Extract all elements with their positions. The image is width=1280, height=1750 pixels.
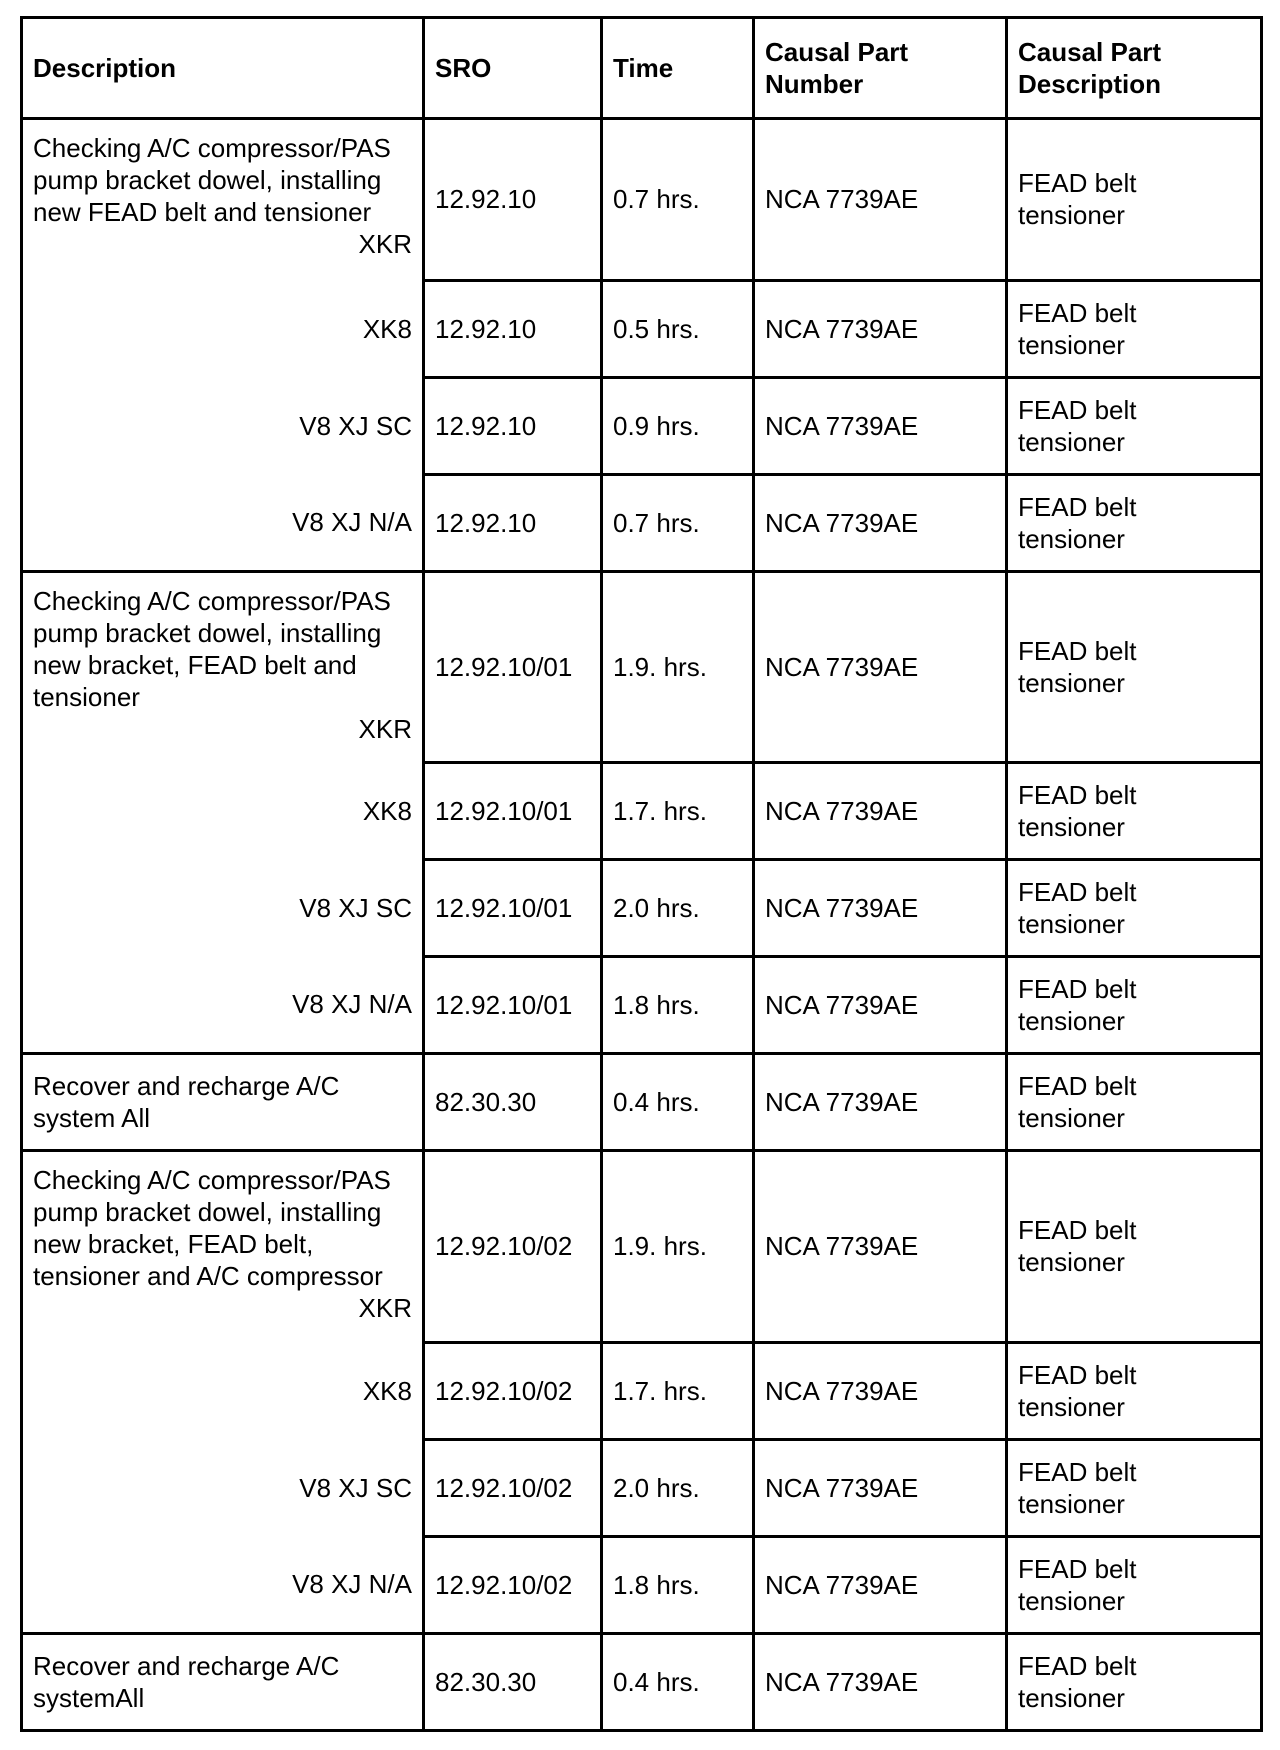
vehicle-label: V8 XJ SC — [22, 377, 424, 474]
part-description-cell: FEAD belt tensioner — [1007, 474, 1262, 571]
part-description-cell: FEAD belt tensioner — [1007, 377, 1262, 474]
time-cell: 2.0 hrs. — [602, 860, 754, 957]
part-description-cell: FEAD belt tensioner — [1007, 860, 1262, 957]
table-header-row — [22, 18, 1262, 119]
part-number-cell: NCA 7739AE — [754, 1151, 1007, 1343]
table-row — [22, 474, 1262, 571]
vehicle-label: XKR — [358, 1293, 412, 1323]
sro-cell: 12.92.10 — [424, 119, 602, 281]
time-cell: 1.7. hrs. — [602, 763, 754, 860]
time-cell: 2.0 hrs. — [602, 1439, 754, 1536]
part-number-cell: NCA 7739AE — [754, 1439, 1007, 1536]
part-description-cell: FEAD belt tensioner — [1007, 1536, 1262, 1633]
sro-cell: 12.92.10 — [424, 280, 602, 377]
description-text: Checking A/C compressor/PAS pump bracket dowel, installing new bracket, FEAD belt, tensioner and A/C compressor — [33, 1165, 391, 1291]
table-row — [22, 763, 1262, 860]
vehicle-label: V8 XJ SC — [22, 860, 424, 957]
description-text: Checking A/C compressor/PAS pump bracket dowel, installing new bracket, FEAD belt and tensioner — [33, 585, 391, 712]
sro-cell: 12.92.10/02 — [424, 1439, 602, 1536]
sro-cell: 12.92.10/02 — [424, 1536, 602, 1633]
part-number-cell: NCA 7739AE — [754, 763, 1007, 860]
header-sro: SRO — [424, 18, 602, 119]
part-description-cell: FEAD belt tensioner — [1007, 763, 1262, 860]
part-number-cell: NCA 7739AE — [754, 1342, 1007, 1439]
table-row — [22, 860, 1262, 957]
time-cell: 1.7. hrs. — [602, 1342, 754, 1439]
time-cell: 0.9 hrs. — [602, 377, 754, 474]
table-row — [22, 571, 1262, 763]
sro-cell: 12.92.10/01 — [424, 957, 602, 1054]
description-text: Checking A/C compressor/PAS pump bracket dowel, installing new FEAD belt and tensioner — [33, 133, 391, 227]
part-description-cell: FEAD belt tensioner — [1007, 1633, 1262, 1730]
time-cell: 1.9. hrs. — [602, 1151, 754, 1343]
part-number-cell: NCA 7739AE — [754, 1536, 1007, 1633]
sro-cell: 12.92.10/02 — [424, 1342, 602, 1439]
part-description-cell: FEAD belt tensioner — [1007, 119, 1262, 281]
header-causal-part-description: Causal Part Description — [1007, 18, 1262, 119]
part-description-cell: FEAD belt tensioner — [1007, 1151, 1262, 1343]
vehicle-label: V8 XJ SC — [22, 1439, 424, 1536]
part-description-cell: FEAD belt tensioner — [1007, 571, 1262, 763]
vehicle-label: V8 XJ N/A — [22, 474, 424, 571]
description-cell: Recover and recharge A/C system All — [22, 1054, 424, 1151]
time-cell: 0.4 hrs. — [602, 1633, 754, 1730]
table-row — [22, 1054, 1262, 1151]
part-number-cell: NCA 7739AE — [754, 860, 1007, 957]
description-cell: Recover and recharge A/C systemAll — [22, 1633, 424, 1730]
document-page — [20, 16, 1260, 1732]
description-cell — [22, 119, 424, 281]
time-cell: 0.7 hrs. — [602, 474, 754, 571]
sro-cell: 82.30.30 — [424, 1633, 602, 1730]
part-description-cell: FEAD belt tensioner — [1007, 957, 1262, 1054]
header-description: Description — [22, 18, 424, 119]
header-time: Time — [602, 18, 754, 119]
time-cell: 0.4 hrs. — [602, 1054, 754, 1151]
header-causal-part-number: Causal Part Number — [754, 18, 1007, 119]
labor-times-table — [20, 16, 1263, 1732]
sro-cell: 12.92.10/01 — [424, 860, 602, 957]
vehicle-label: V8 XJ N/A — [22, 1536, 424, 1633]
part-description-cell: FEAD belt tensioner — [1007, 1054, 1262, 1151]
table-row — [22, 1439, 1262, 1536]
part-description-cell: FEAD belt tensioner — [1007, 1439, 1262, 1536]
part-number-cell: NCA 7739AE — [754, 474, 1007, 571]
part-number-cell: NCA 7739AE — [754, 1633, 1007, 1730]
vehicle-label: XKR — [358, 229, 412, 259]
vehicle-label: XKR — [358, 713, 412, 744]
part-number-cell: NCA 7739AE — [754, 119, 1007, 281]
vehicle-label: V8 XJ N/A — [22, 957, 424, 1054]
sro-cell: 12.92.10 — [424, 474, 602, 571]
part-number-cell: NCA 7739AE — [754, 571, 1007, 763]
table-row — [22, 1151, 1262, 1343]
time-cell: 0.5 hrs. — [602, 280, 754, 377]
sro-cell: 12.92.10/01 — [424, 571, 602, 763]
time-cell: 1.8 hrs. — [602, 1536, 754, 1633]
table-row — [22, 1536, 1262, 1633]
part-number-cell: NCA 7739AE — [754, 280, 1007, 377]
sro-cell: 82.30.30 — [424, 1054, 602, 1151]
part-description-cell: FEAD belt tensioner — [1007, 280, 1262, 377]
sro-cell: 12.92.10/01 — [424, 763, 602, 860]
sro-cell: 12.92.10 — [424, 377, 602, 474]
part-number-cell: NCA 7739AE — [754, 1054, 1007, 1151]
table-row — [22, 280, 1262, 377]
description-cell — [22, 1151, 424, 1343]
sro-cell: 12.92.10/02 — [424, 1151, 602, 1343]
table-row — [22, 1342, 1262, 1439]
table-row — [22, 377, 1262, 474]
table-row — [22, 119, 1262, 281]
table-row — [22, 957, 1262, 1054]
vehicle-label: XK8 — [22, 1342, 424, 1439]
part-number-cell: NCA 7739AE — [754, 957, 1007, 1054]
time-cell: 1.9. hrs. — [602, 571, 754, 763]
time-cell: 0.7 hrs. — [602, 119, 754, 281]
table-row — [22, 1633, 1262, 1730]
vehicle-label: XK8 — [22, 763, 424, 860]
vehicle-label: XK8 — [22, 280, 424, 377]
part-description-cell: FEAD belt tensioner — [1007, 1342, 1262, 1439]
description-cell — [22, 571, 424, 763]
time-cell: 1.8 hrs. — [602, 957, 754, 1054]
part-number-cell: NCA 7739AE — [754, 377, 1007, 474]
